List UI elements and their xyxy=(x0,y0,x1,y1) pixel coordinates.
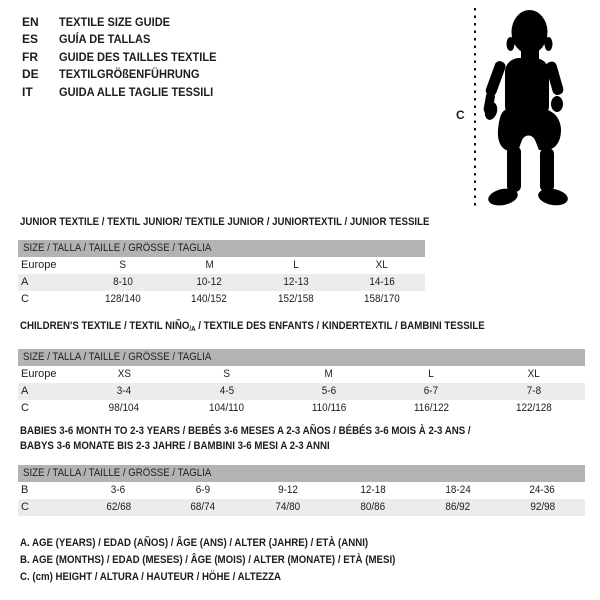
table-cell: 68/74 xyxy=(190,501,216,513)
children-section-title-text: CHILDREN'S TEXTILE / TEXTIL $NIÑO_{/A}$ / TEXTILE DES ENFANTS / KINDERTEXTIL / BAMBINI TESSILE xyxy=(20,320,485,333)
table-cell: 6-7 xyxy=(424,385,439,397)
table-cell: 18-24 xyxy=(445,484,471,496)
height-measure-dashed-line xyxy=(474,8,476,210)
table-cell: M xyxy=(205,259,214,271)
children-section-title xyxy=(20,319,548,337)
footnote-a: A. AGE (YEARS) / EDAD (AÑOS) / ÂGE (ANS) / ALTER (JAHRE) / ETÀ (ANNI) xyxy=(20,537,369,549)
row-label: A xyxy=(21,276,29,288)
language-label: GUIDE DES TAILLES TEXTILE xyxy=(59,49,217,64)
table-cell: 9-12 xyxy=(278,484,298,496)
row-label: C xyxy=(21,501,29,513)
row-label: A xyxy=(21,385,29,397)
junior-section-title-text: JUNIOR TEXTILE / TEXTIL JUNIOR/ TEXTILE JUNIOR / JUNIORTEXTIL / JUNIOR TESSILE xyxy=(20,216,430,228)
table-cell: 86/92 xyxy=(445,501,471,513)
table-cell: 116/122 xyxy=(413,402,449,414)
babies-section-title-line2 xyxy=(20,439,372,453)
row-label: C xyxy=(21,402,29,414)
babies-size-table xyxy=(18,465,585,516)
table-row xyxy=(18,291,425,308)
table-cell: 6-9 xyxy=(196,484,211,496)
table-cell: 10-12 xyxy=(196,276,223,288)
table-cell: XS xyxy=(117,368,131,380)
size-header-row xyxy=(18,465,585,482)
table-cell: L xyxy=(292,259,299,271)
language-code: IT xyxy=(22,84,33,99)
table-row xyxy=(18,274,425,291)
row-label: B xyxy=(21,484,29,496)
table-cell: 4-5 xyxy=(219,385,234,397)
language-label: TEXTILGRÖßENFÜHRUNG xyxy=(59,67,200,82)
children-size-table xyxy=(18,349,585,417)
table-row xyxy=(18,482,585,499)
babies-section-title-text1: BABIES 3-6 MONTH TO 2-3 YEARS / BEBÉS 3-6 MESES A 2-3 AÑOS / BÉBÉS 3-6 MOIS À 2-3 ANS / xyxy=(20,425,471,437)
table-cell: 152/158 xyxy=(277,293,314,305)
language-code: FR xyxy=(22,49,38,64)
title-subscript: /A xyxy=(189,326,196,333)
language-row-en xyxy=(22,13,230,31)
language-label: GUÍA DE TALLAS xyxy=(59,32,151,47)
junior-section-title xyxy=(20,215,485,229)
figure-measure-label: C xyxy=(456,108,465,122)
table-row xyxy=(18,366,585,383)
language-row-de xyxy=(22,66,230,84)
baby-silhouette-image xyxy=(483,8,573,207)
babies-section-title-text2: BABYS 3-6 MONATE BIS 2-3 JAHRE / BAMBINI 3-6 MESI A 2-3 ANNI xyxy=(20,440,330,452)
table-cell: 140/152 xyxy=(191,293,228,305)
table-row xyxy=(18,383,585,400)
table-cell: 7-8 xyxy=(526,385,541,397)
table-cell: 128/140 xyxy=(105,293,142,305)
junior-size-table xyxy=(18,240,425,308)
language-label: GUIDA ALLE TAGLIE TESSILI xyxy=(59,84,214,99)
language-guide xyxy=(22,13,230,101)
language-label: TEXTILE SIZE GUIDE xyxy=(59,14,171,29)
size-header-row xyxy=(18,349,585,366)
table-cell: 122/128 xyxy=(515,402,552,414)
table-cell: 62/68 xyxy=(106,501,131,513)
table-cell: 74/80 xyxy=(275,501,301,513)
table-cell: 12-13 xyxy=(282,276,309,288)
table-cell: 12-18 xyxy=(360,484,386,496)
row-label: Europe xyxy=(21,368,57,380)
table-cell: 158/170 xyxy=(363,293,400,305)
table-cell: 92/98 xyxy=(530,501,555,513)
row-label: C xyxy=(21,293,29,305)
table-cell: M xyxy=(324,368,334,380)
language-row-it xyxy=(22,83,230,101)
table-cell: 24-36 xyxy=(529,484,556,496)
table-cell: 5-6 xyxy=(321,385,337,397)
table-cell: 3-6 xyxy=(111,484,126,496)
table-cell: S xyxy=(223,368,230,380)
language-row-fr xyxy=(22,48,230,66)
language-code: DE xyxy=(22,67,39,82)
row-label: Europe xyxy=(21,259,57,271)
table-cell: 110/116 xyxy=(311,402,347,414)
table-cell: 98/104 xyxy=(109,402,140,414)
table-cell: 104/110 xyxy=(209,402,245,414)
table-cell: 80/86 xyxy=(360,501,386,513)
language-code: EN xyxy=(22,14,39,29)
footnote-b: B. AGE (MONTHS) / EDAD (MESES) / ÂGE (MOIS) / ALTER (MONATE) / ETÀ (MESI) xyxy=(20,554,396,566)
table-cell: 14-16 xyxy=(369,276,395,288)
table-row xyxy=(18,400,585,417)
table-cell: L xyxy=(428,368,435,380)
footnote-c: C. (cm) HEIGHT / ALTURA / HAUTEUR / HÖHE / ALTEZZA xyxy=(20,571,282,583)
size-header-row xyxy=(18,240,425,257)
table-cell: 8-10 xyxy=(113,276,134,288)
size-header-text: SIZE / TALLA / TAILLE / GRÖSSE / TAGLIA xyxy=(23,242,212,254)
babies-section-title-line1 xyxy=(20,424,532,438)
language-code: ES xyxy=(22,32,39,47)
table-cell: 3-4 xyxy=(117,385,132,397)
footnotes xyxy=(20,535,447,586)
table-row xyxy=(18,257,425,274)
table-cell: XL xyxy=(375,259,388,271)
size-header-text: SIZE / TALLA / TAILLE / GRÖSSE / TAGLIA xyxy=(23,351,212,363)
language-row-es xyxy=(22,31,230,49)
table-cell: XL xyxy=(527,368,540,380)
table-cell: S xyxy=(119,259,127,271)
size-header-text: SIZE / TALLA / TAILLE / GRÖSSE / TAGLIA xyxy=(23,467,212,479)
table-row xyxy=(18,499,585,516)
